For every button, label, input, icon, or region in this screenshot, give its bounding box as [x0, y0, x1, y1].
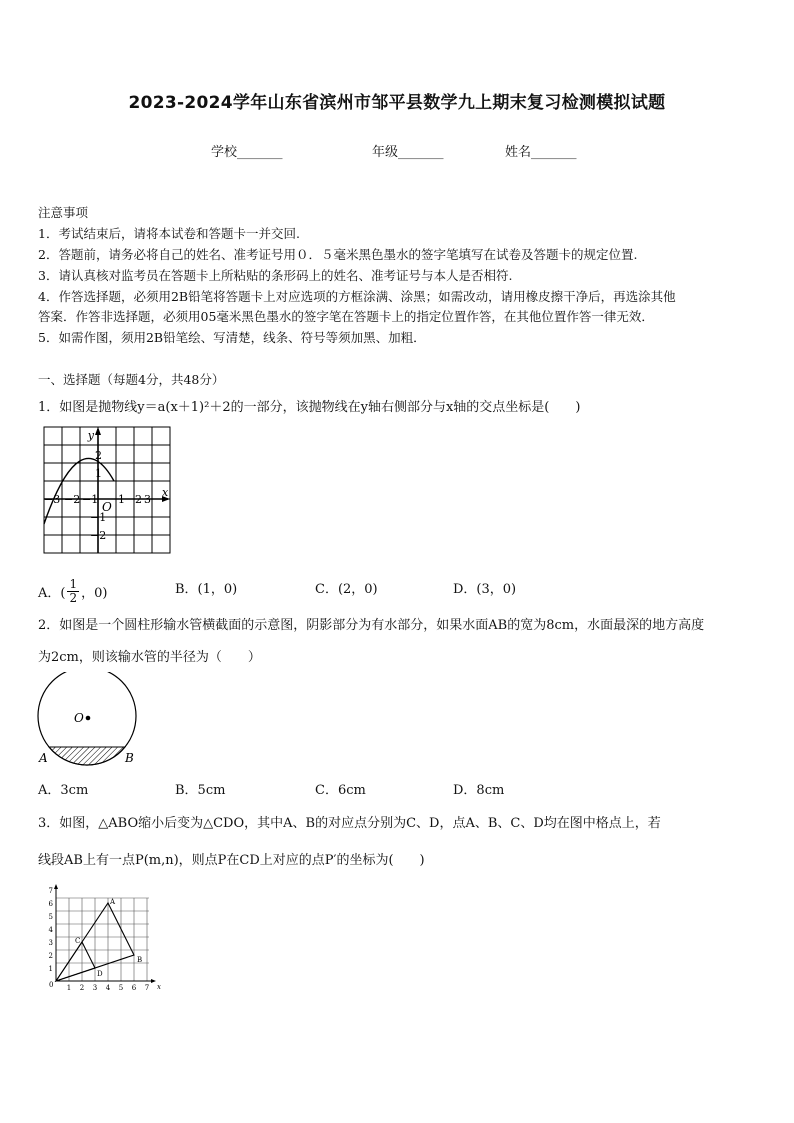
x-axis-label: x [157, 983, 161, 991]
fraction-numerator: 1 [69, 577, 78, 591]
question-3-stem: 线段AB上有一点P(m,n)，则点P在CD上对应的点P′的坐标为( ) [38, 853, 425, 868]
point-d-label: D [97, 970, 103, 978]
point-c-label: C [75, 937, 81, 945]
q2-pipe-diagram [34, 672, 144, 770]
y-tick: 2 [95, 449, 102, 462]
grade-field: 年级_______ [372, 145, 444, 160]
y-tick: 1 [48, 965, 53, 973]
y-tick: 7 [48, 887, 53, 895]
q2-option-a: A．3cm [38, 783, 89, 798]
q1-option-c: C．(2，0) [315, 582, 378, 597]
q2-option-d: D．8cm [453, 783, 505, 798]
x-tick: 3 [144, 493, 151, 506]
notice-item: 答案．作答非选择题，必须用05毫米黑色墨水的签字笔在答题卡上的指定位置作答，在其他位置作答一律无效． [38, 309, 654, 324]
y-tick: 2 [48, 952, 53, 960]
x-tick: 6 [131, 984, 137, 992]
page-title: 2023-2024学年山东省滨州市邹平县数学九上期末复习检测模拟试题 [128, 93, 666, 113]
origin-label: 0 [49, 981, 54, 989]
notice-item: 4．作答选择题，必须用2B铅笔将答题卡上对应选项的方框涂满、涂黑；如需改动，请用橡皮擦干净后，再选涂其他 [38, 289, 676, 304]
x-tick: 5 [118, 984, 124, 992]
notice-item: 5．如需作图，须用2B铅笔绘、写清楚，线条、符号等须加黑、加粗． [38, 330, 426, 345]
point-a-label: A [39, 751, 48, 765]
center-point [86, 716, 91, 721]
question-3-stem: 3．如图，△ABO缩小后变为△CDO，其中A、B的对应点分别为C、D，点A、B、C、D均在图中格点上，若 [38, 816, 661, 831]
notice-item: 2．答题前，请务必将自己的姓名、准考证号用０．５毫米黑色墨水的签字笔填写在试卷及答题卡的规定位置. [38, 247, 638, 262]
y-tick: −1 [90, 511, 107, 524]
q2-option-b: B．5cm [175, 783, 226, 798]
y-tick: 5 [48, 913, 53, 921]
x-tick: 1 [66, 984, 72, 992]
q1-parabola-graph [42, 425, 172, 555]
point-b-label: B [137, 956, 143, 964]
y-tick: −2 [90, 529, 107, 542]
x-tick: 2 [135, 493, 142, 506]
question-2-stem: 2．如图是一个圆柱形输水管横截面的示意图，阴影部分为有水部分，如果水面AB的宽为8cm，水面最深的地方高度 [38, 618, 705, 633]
x-tick: 7 [144, 984, 150, 992]
q2-option-c: C．6cm [315, 783, 366, 798]
water-region [49, 747, 125, 765]
q1-option-b: B．(1，0) [175, 582, 238, 597]
origin-label: O [102, 500, 112, 514]
x-tick: 2 [79, 984, 85, 992]
section-heading: 一、选择题（每题4分，共48分） [38, 372, 225, 387]
y-tick: 6 [48, 900, 53, 908]
point-a-label: A [110, 898, 116, 906]
notice-item: 3．请认真核对监考员在答题卡上所粘贴的条形码上的姓名、准考证号与本人是否相符. [38, 268, 513, 283]
y-tick: 3 [48, 939, 53, 947]
point-b-label: B [125, 751, 134, 765]
y-tick: 1 [95, 467, 102, 480]
question-1-stem: 1．如图是抛物线y＝a(x＋1)²＋2的一部分，该抛物线在y轴右侧部分与x轴的交点坐标是( ) [38, 400, 581, 415]
q3-grid-figure [42, 882, 172, 994]
school-field: 学校_______ [211, 145, 283, 160]
x-tick: −2 [64, 493, 81, 506]
x-tick: −3 [44, 493, 61, 506]
center-label: O [74, 711, 84, 725]
q1-option-d: D．(3，0) [453, 582, 517, 597]
y-tick: 4 [48, 926, 53, 934]
notice-heading: 注意事项 [38, 205, 89, 220]
y-axis-label: y [87, 429, 94, 442]
question-2-stem: 为2cm，则该输水管的半径为（ ） [38, 650, 261, 665]
x-axis-label: x [162, 486, 169, 499]
q1-option-a: A．( $\frac{1}{2}$ ，0) [38, 577, 108, 605]
fraction-denominator: 2 [69, 591, 78, 605]
notice-item: 1．考试结束后，请将本试卷和答题卡一并交回. [38, 226, 300, 241]
x-tick: 1 [118, 493, 125, 506]
x-tick: 4 [105, 984, 111, 992]
x-tick: −1 [82, 493, 99, 506]
name-field: 姓名_______ [505, 145, 577, 160]
triangle-cdo [56, 942, 95, 981]
x-tick: 3 [92, 984, 98, 992]
